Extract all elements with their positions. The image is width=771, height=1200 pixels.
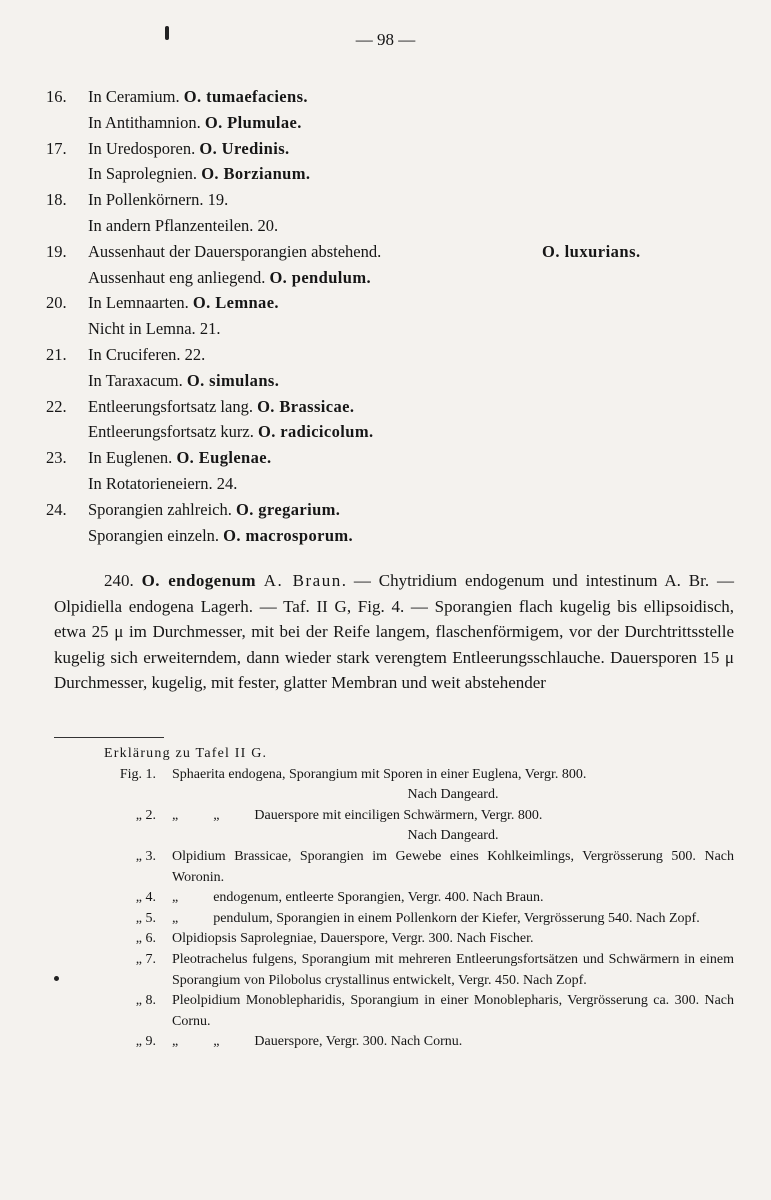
entry-text: . — Chytridium endogenum und intestinum A. Br. — Olpidiella endogena Lagerh. — Taf. II G, Fig. 4. — Sporangien flach kugelig bis ellipsoidisch, etwa 25 μ im Durchmesser, mit bei der Reife langem, flaschenförmigem, vor der Durchtrittsstelle kugelig sich erweiterndem, dann wieder stark verengtem Entleerungsschlauche. Dauersporen 15 μ Durchmesser, kugelig, mit fester, glatter Membran und weit abstehender: [54, 571, 734, 692]
key-text: In Cruciferen.: [88, 344, 181, 364]
key-taxon: O. Borzianum.: [201, 164, 311, 184]
key-text: Sporangien einzeln.: [88, 525, 220, 545]
key-text: In Lemnaarten.: [88, 293, 189, 313]
key-text: In Saprolegnien.: [88, 164, 198, 184]
key-number: 22.: [46, 396, 67, 416]
figure-text: Pleolpidium Monoblepharidis, Sporangium in einer Monoblepharis, Vergrösserung ca. 300. Nach Cornu.: [172, 993, 734, 1029]
footnote-rule: [54, 737, 164, 738]
figure-number: „ 3.: [135, 848, 156, 864]
key-number: 21.: [46, 344, 67, 364]
figure-number: „ 8.: [135, 993, 156, 1009]
figure-text: „ „ Dauerspore, Vergr. 300. Nach Cornu.: [172, 1034, 463, 1050]
figure-text: Pleotrachelus fulgens, Sporangium mit mehreren Entleerungsfortsätzen und Schwärmern in einem Sporangium von Pilobolus crystallinus entwickelt, Vergr. 450. Nach Zopf.: [172, 951, 734, 988]
key-reference: 24.: [216, 473, 238, 493]
key-number: 18.: [46, 190, 67, 210]
key-taxon: O. Lemnae.: [192, 293, 279, 313]
key-reference: 19.: [207, 190, 229, 210]
key-number: 19.: [46, 241, 67, 261]
figure-number: Fig. 1.: [119, 766, 156, 782]
page-number: — 98 —: [355, 30, 416, 49]
key-number: 24.: [46, 499, 67, 519]
figure-caption: [54, 991, 734, 1032]
key-reference: 21.: [199, 319, 221, 339]
key-taxon: O. Uredinis.: [199, 138, 290, 158]
key-taxon: O. gregarium.: [235, 499, 341, 519]
figure-number: „ 2.: [135, 807, 156, 823]
figure-number: „ 5.: [135, 910, 156, 926]
figure-caption: [54, 929, 734, 950]
key-text: Aussenhaut eng anliegend.: [88, 267, 266, 287]
key-taxon: O. tumaefaciens.: [183, 87, 308, 106]
key-text: In Uredosporen.: [88, 138, 196, 158]
figure-text: Olpidium Brassicae, Sporangien im Gewebe eines Kohlkeimlings, Vergrösserung 500. Nach Woronin.: [172, 848, 734, 885]
key-taxon: O. Plumulae.: [204, 112, 302, 132]
plate-title: Erklärung zu Tafel II G.: [104, 746, 268, 761]
key-taxon: O. luxurians.: [542, 241, 641, 261]
figure-source: Nach Dangeard.: [407, 828, 499, 844]
entry-name: O. endogenum: [141, 571, 256, 590]
key-text: In Rotatorieneiern.: [88, 473, 213, 493]
plate-explanation: [54, 744, 734, 1053]
figure-source: Nach Dangeard.: [407, 787, 499, 803]
key-text: In Antithamnion.: [88, 112, 201, 132]
key-text: Nicht in Lemna.: [88, 319, 196, 339]
figure-caption: [54, 847, 734, 888]
key-text: In Pollenkörnern.: [88, 190, 204, 210]
figure-text: „ endogenum, entleerte Sporangien, Vergr. 400. Nach Braun.: [172, 890, 544, 906]
key-taxon: O. radicicolum.: [257, 422, 374, 442]
figure-text: „ „ Dauerspore mit einciligen Schwärmern, Vergr. 800.: [172, 807, 543, 823]
key-text: In Euglenen.: [88, 448, 173, 468]
key-taxon: O. macrosporum.: [223, 525, 354, 545]
key-text: Sporangien zahlreich.: [88, 499, 232, 519]
figure-text: Olpidiopsis Saprolegniae, Dauerspore, Vergr. 300. Nach Fischer.: [172, 931, 534, 947]
entry-paragraph: [54, 568, 734, 696]
key-taxon: O. pendulum.: [269, 267, 371, 287]
figure-caption: [54, 909, 734, 930]
key-text: Entleerungsfortsatz kurz.: [88, 422, 254, 442]
key-text: Aussenhaut der Dauersporangien abstehend.: [88, 241, 382, 261]
key-number: 23.: [46, 448, 67, 468]
key-taxon: O. Euglenae.: [176, 448, 272, 468]
species-entry: [54, 568, 734, 696]
key-number: 16.: [46, 87, 67, 106]
key-reference: 20.: [257, 215, 279, 235]
figure-caption: [54, 765, 734, 806]
figure-text: Sphaerita endogena, Sporangium mit Sporen in einer Euglena, Vergr. 800.: [172, 766, 587, 782]
key-text: In Ceramium.: [88, 87, 180, 106]
key-taxon: O. simulans.: [186, 370, 280, 390]
key-text: In andern Pflanzenteilen.: [88, 215, 254, 235]
key-reference: 22.: [184, 344, 206, 364]
figure-number: „ 9.: [135, 1034, 156, 1050]
key-taxon: O. Brassicae.: [257, 396, 355, 416]
key-text: Entleerungsfortsatz lang.: [88, 396, 253, 416]
figure-caption: [54, 806, 734, 847]
figure-number: „ 7.: [135, 951, 156, 967]
figure-caption: [54, 888, 734, 909]
figure-number: „ 6.: [135, 931, 156, 947]
key-text: In Taraxacum.: [88, 370, 183, 390]
figure-text: „ pendulum, Sporangien in einem Pollenkorn der Kiefer, Vergrösserung 540. Nach Zopf.: [172, 910, 700, 926]
figure-caption: [54, 950, 734, 991]
figure-number: „ 4.: [135, 890, 156, 906]
key-number: 20.: [46, 293, 67, 313]
entry-author: A. Braun: [263, 571, 342, 590]
key-number: 17.: [46, 138, 67, 158]
figure-caption: [54, 1032, 734, 1053]
entry-number: 240.: [104, 571, 134, 590]
